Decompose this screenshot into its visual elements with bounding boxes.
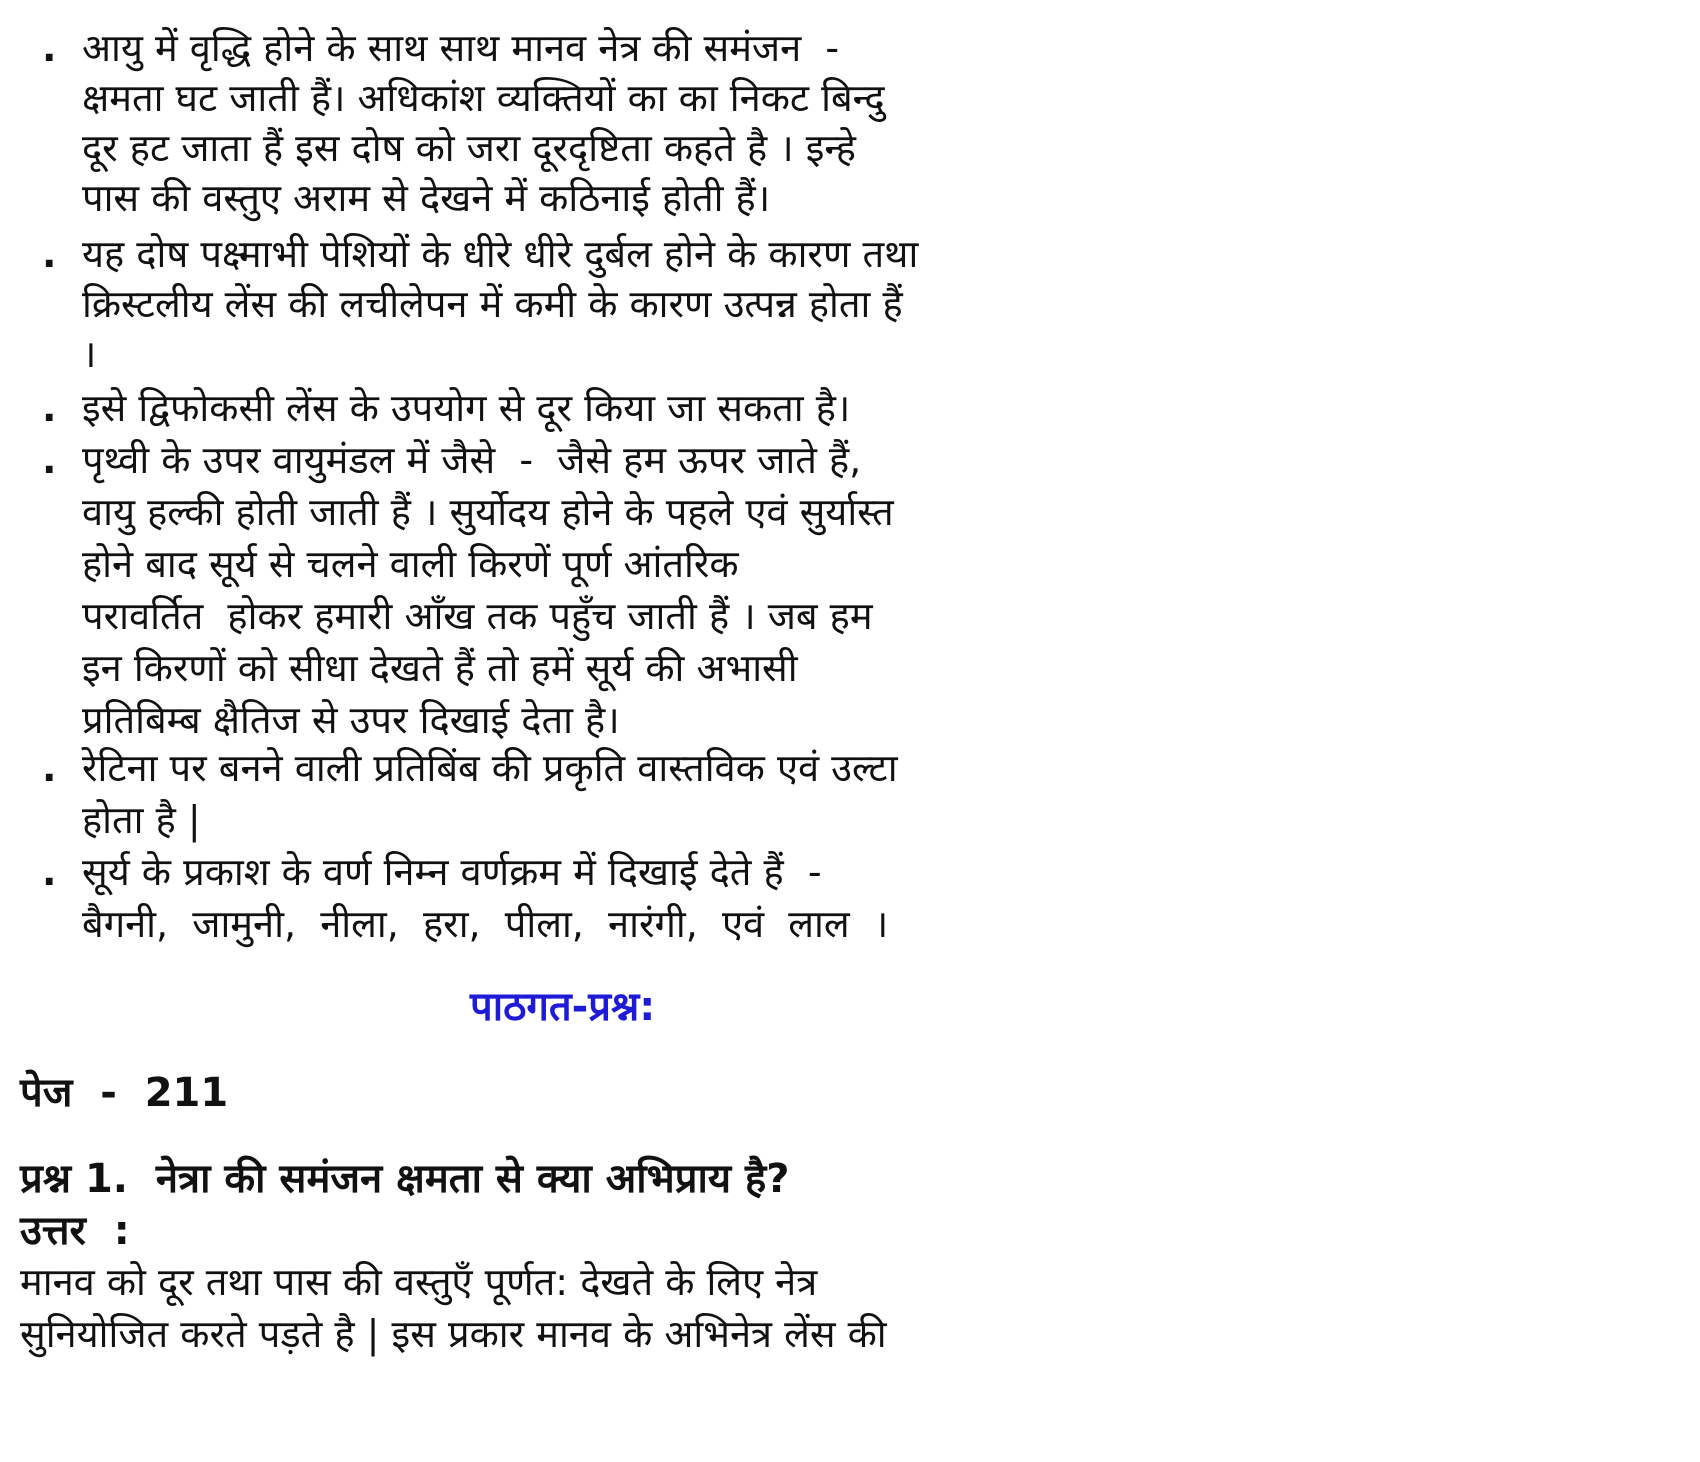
bullet-5-line-2: होता है | (82, 798, 201, 842)
bullet-4-line-2: वायु हल्की होती जाती हैं । सुर्योदय होने के पहले एवं सुर्यास्त (82, 490, 894, 534)
bullet-2-line-1: यह दोष पक्ष्माभी पेशियों के धीरे धीरे दुर्बल होने के कारण तथा (82, 232, 919, 276)
bullet-marker: . (42, 232, 57, 276)
bullet-2-line-3: । (82, 332, 97, 376)
bullet-marker: . (42, 746, 57, 790)
bullet-6-line-1: सूर्य के प्रकाश के वर्ण निम्न वर्णक्रम में दिखाई देते हैं - (82, 850, 822, 894)
section-heading: पाठगत-प्रश्न: (470, 984, 656, 1030)
answer-line-2: सुनियोजित करते पड़ते है | इस प्रकार मानव के अभिनेत्र लेंस की (20, 1312, 887, 1356)
bullet-1-line-3: दूर हट जाता हैं इस दोष को जरा दूरदृष्टिता कहते है । इन्हे (82, 126, 856, 170)
bullet-1-line-4: पास की वस्तुए अराम से देखने में कठिनाई होती हैं। (82, 176, 771, 220)
question-heading: प्रश्न 1. नेत्रा की समंजन क्षमता से क्या अभिप्राय है? (20, 1156, 790, 1202)
bullet-4-line-3: होने बाद सूर्य से चलने वाली किरणें पूर्ण आंतरिक (82, 542, 739, 586)
bullet-4-line-5: इन किरणों को सीधा देखते हैं तो हमें सूर्य की अभासी (82, 646, 798, 690)
answer-label: उत्तर : (20, 1208, 130, 1254)
page-number-label: पेज - 211 (20, 1070, 229, 1116)
bullet-marker: . (42, 386, 57, 430)
bullet-2-line-2: क्रिस्टलीय लेंस की लचीलेपन में कमी के कारण उत्पन्न होता हैं (82, 282, 903, 326)
bullet-1-line-1: आयु में वृद्धि होने के साथ साथ मानव नेत्र की समंजन - (82, 26, 840, 70)
bullet-4-line-6: प्रतिबिम्ब क्षैतिज से उपर दिखाई देता है। (82, 698, 620, 742)
bullet-4-line-4: परावर्तित होकर हमारी आँख तक पहुँच जाती हैं । जब हम (82, 594, 873, 638)
bullet-marker: . (42, 26, 57, 70)
bullet-4-line-1: पृथ्वी के उपर वायुमंडल में जैसे - जैसे हम ऊपर जाते हैं, (82, 438, 862, 482)
bullet-5-line-1: रेटिना पर बनने वाली प्रतिबिंब की प्रकृति वास्तविक एवं उल्टा (82, 746, 898, 790)
answer-line-1: मानव को दूर तथा पास की वस्तुएँ पूर्णत: देखते के लिए नेत्र (20, 1260, 818, 1304)
bullet-3-line-1: इसे द्विफोकसी लेंस के उपयोग से दूर किया जा सकता है। (82, 386, 851, 430)
bullet-1-line-2: क्षमता घट जाती हैं। अधिकांश व्यक्तियों का का निकट बिन्दु (82, 76, 885, 120)
bullet-marker: . (42, 850, 57, 894)
bullet-marker: . (42, 438, 57, 482)
bullet-6-line-2: बैगनी, जामुनी, नीला, हरा, पीला, नारंगी, एवं लाल । (82, 902, 889, 946)
